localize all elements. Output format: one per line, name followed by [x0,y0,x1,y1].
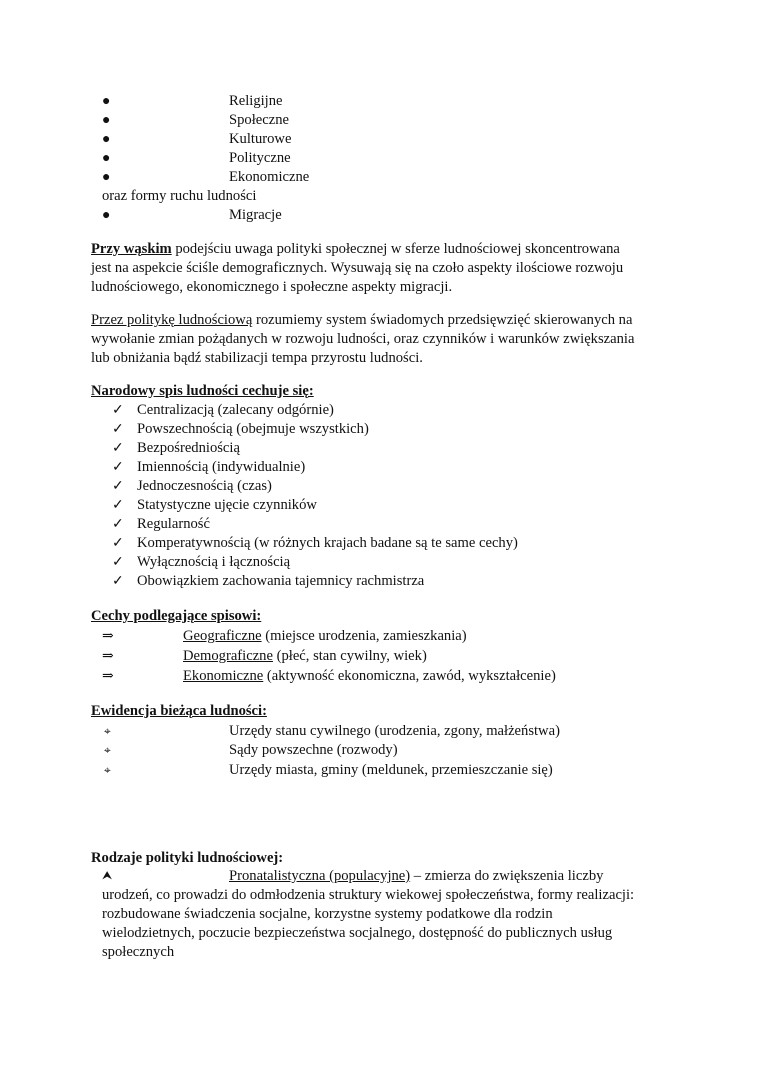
check-icon: ✓ [112,422,124,437]
feature-term: Geograficzne [183,628,262,644]
list-item: Bezpośredniością [137,440,240,456]
feature-desc: (miejsce urodzenia, zamieszkania) [261,628,467,644]
check-icon: ✓ [112,441,124,456]
check-icon: ✓ [112,403,124,418]
crosshair-bullet-icon: ⌖ [104,724,111,738]
list-item: Urzędy stanu cywilnego (urodzenia, zgony, małżeństwa) [229,723,560,739]
bullet-icon: ● [102,208,111,223]
check-icon: ✓ [112,479,124,494]
crosshair-bullet-icon: ⌖ [104,763,111,777]
check-icon: ✓ [112,536,124,551]
list-item: Polityczne [229,150,291,166]
paragraph-text: rozumiemy system świadomych przedsięwzięć skierowanych na [252,312,633,328]
check-icon: ✓ [112,574,124,589]
bullet-icon: ● [102,113,111,128]
section-heading: Ewidencja bieżąca ludności: [91,703,267,719]
list-item: Jednoczesnością (czas) [137,478,272,494]
feature-desc: (aktywność ekonomiczna, zawód, wykształcenie) [263,668,556,684]
paragraph-text: lub obniżania bądź stabilizacji tempa przyrostu ludności. [91,350,423,366]
section-heading: Rodzaje polityki ludnościowej: [91,850,284,866]
paragraph-lead: Przy wąskim [91,241,172,257]
paragraph-text: ludnościowego, ekonomicznego i społeczne aspekty migracji. [91,279,453,295]
list-item: Urzędy miasta, gminy (meldunek, przemieszczanie się) [229,762,553,778]
list-item: Centralizacją (zalecany odgórnie) [137,402,334,418]
section-heading: Cechy podlegające spisowi: [91,608,262,624]
bullet-icon: ● [102,132,111,147]
check-icon: ✓ [112,555,124,570]
paragraph-text: jest na aspekcie ściśle demograficznych. Wysuwają się na czoło aspekty ilościowe rozwoju [91,260,624,276]
bullet-icon: ● [102,170,111,185]
list-item: Sądy powszechne (rozwody) [229,742,398,758]
list-item: Migracje [229,207,282,223]
list-item: Regularność [137,516,210,532]
paragraph-text: społecznych [102,944,175,960]
check-icon: ✓ [112,498,124,513]
arrowhead-icon: ⮝ [102,868,113,882]
arrow-icon: ⇒ [102,629,114,644]
paragraph-text: rozbudowane świadczenia socjalne, korzystne systemy podatkowe dla rodzin [102,906,553,922]
list-item: Kulturowe [229,131,292,147]
paragraph-text: podejściu uwaga polityki społecznej w sferze ludnościowej skoncentrowana [171,241,620,257]
section-heading: Narodowy spis ludności cechuje się: [91,383,314,399]
list-item: Powszechnością (obejmuje wszystkich) [137,421,369,437]
list-item: Statystyczne ujęcie czynników [137,497,317,513]
list-item: Społeczne [229,112,289,128]
paragraph-text: wywołanie zmian pożądanych w rozwoju ludności, oraz czynników i warunków zwiększania [91,331,635,347]
paragraph-text: – zmierza do zwiększenia liczby [410,868,604,884]
feature-term: Demograficzne [183,648,273,664]
crosshair-bullet-icon: ⌖ [104,743,111,757]
policy-term: Pronatalistyczna (populacyjne) [229,868,411,884]
list-note: oraz formy ruchu ludności [102,188,257,204]
paragraph-text: urodzeń, co prowadzi do odmłodzenia struktury wiekowej społeczeństwa, formy realizacji: [102,887,635,903]
list-item: Ekonomiczne [229,169,310,185]
bullet-icon: ● [102,151,111,166]
list-item: Obowiązkiem zachowania tajemnicy rachmistrza [137,573,425,589]
list-item: Religijne [229,93,283,109]
paragraph-text: wielodzietnych, poczucie bezpieczeństwa socjalnego, dostępność do publicznych usług [102,925,613,941]
arrow-icon: ⇒ [102,649,114,664]
feature-desc: (płeć, stan cywilny, wiek) [272,648,427,664]
list-item: Wyłącznością i łącznością [137,554,291,570]
feature-term: Ekonomiczne [183,668,264,684]
arrow-icon: ⇒ [102,669,114,684]
paragraph-lead: Przez politykę ludnościową [91,312,253,328]
list-item: Imiennością (indywidualnie) [137,459,306,475]
list-item: Komperatywnością (w różnych krajach badane są te same cechy) [137,535,518,551]
check-icon: ✓ [112,460,124,475]
check-icon: ✓ [112,517,124,532]
bullet-icon: ● [102,94,111,109]
